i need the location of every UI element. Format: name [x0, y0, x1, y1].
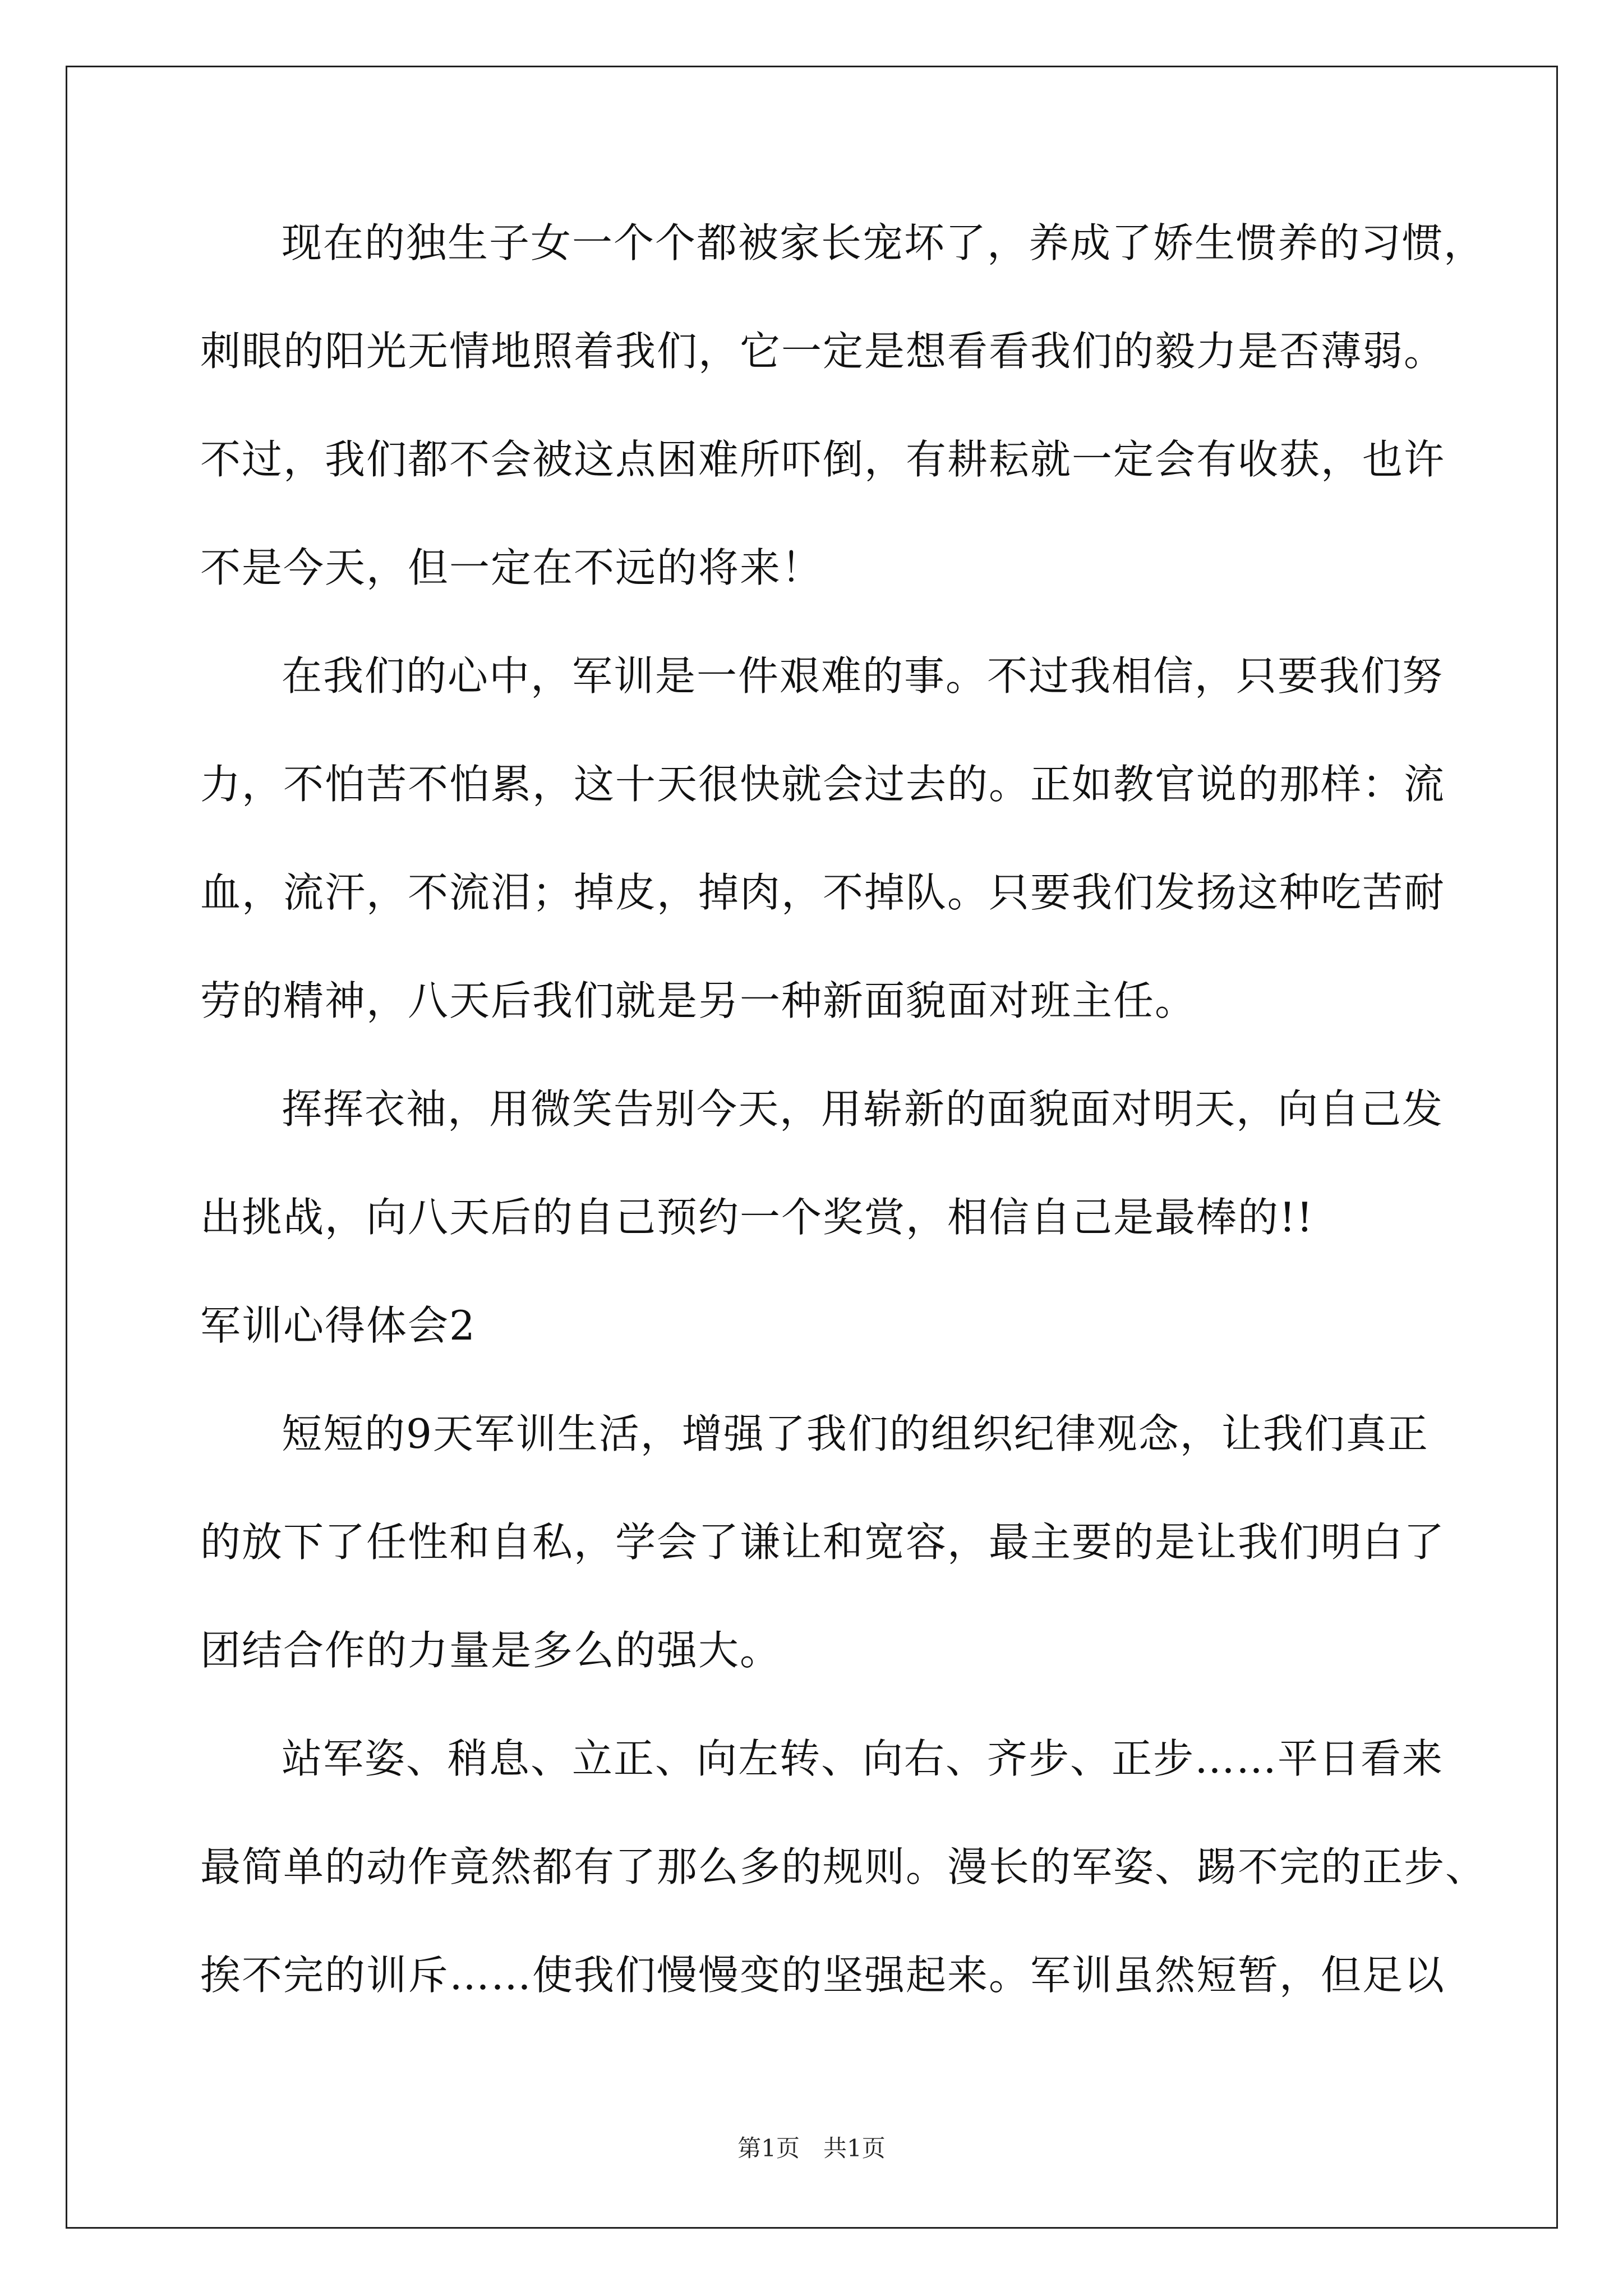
- paragraph-line: 出挑战，向八天后的自己预约一个奖赏，相信自己是最棒的!!: [200, 1194, 1314, 1241]
- section-heading: 军训心得体会2: [200, 1302, 476, 1349]
- paragraph-line: 不过，我们都不会被这点困难所吓倒，有耕耘就一定会有收获，也许: [200, 436, 1446, 483]
- paragraph-line: 劳的精神，八天后我们就是另一种新面貌面对班主任。: [200, 977, 1197, 1024]
- paragraph-line: 最简单的动作竟然都有了那么多的规则。漫长的军姿、踢不完的正步、: [200, 1843, 1487, 1890]
- paragraph-line: 血，流汗，不流泪；掉皮，掉肉，不掉队。只要我们发扬这种吃苦耐: [200, 869, 1446, 916]
- paragraph-line: 的放下了任性和自私，学会了谦让和宽容，最主要的是让我们明白了: [200, 1519, 1446, 1566]
- paragraph-line: 现在的独生子女一个个都被家长宠坏了，养成了娇生惯养的习惯，: [282, 219, 1486, 266]
- paragraph-line: 不是今天，但一定在不远的将来！: [200, 544, 823, 591]
- paragraph-line: 短短的9天军训生活，增强了我们的组织纪律观念，让我们真正: [282, 1410, 1429, 1457]
- paragraph-line: 力，不怕苦不怕累，这十天很快就会过去的。正如教官说的那样：流: [200, 761, 1446, 808]
- paragraph-line: 挥挥衣袖，用微笑告别今天，用崭新的面貌面对明天，向自己发: [282, 1085, 1444, 1133]
- page-border: [66, 66, 1558, 2229]
- page-footer: 第1页 共1页: [737, 2134, 886, 2162]
- paragraph-line: 挨不完的训斥……使我们慢慢变的坚强起来。军训虽然短暂，但足以: [200, 1952, 1446, 1999]
- paragraph-line: 在我们的心中，军训是一件艰难的事。不过我相信，只要我们努: [282, 652, 1444, 700]
- paragraph-line: 站军姿、稍息、立正、向左转、向右、齐步、正步……平日看来: [282, 1735, 1444, 1782]
- paragraph-line: 团结合作的力量是多么的强大。: [200, 1627, 782, 1674]
- paragraph-line: 刺眼的阳光无情地照着我们，它一定是想看看我们的毅力是否薄弱。: [200, 328, 1446, 375]
